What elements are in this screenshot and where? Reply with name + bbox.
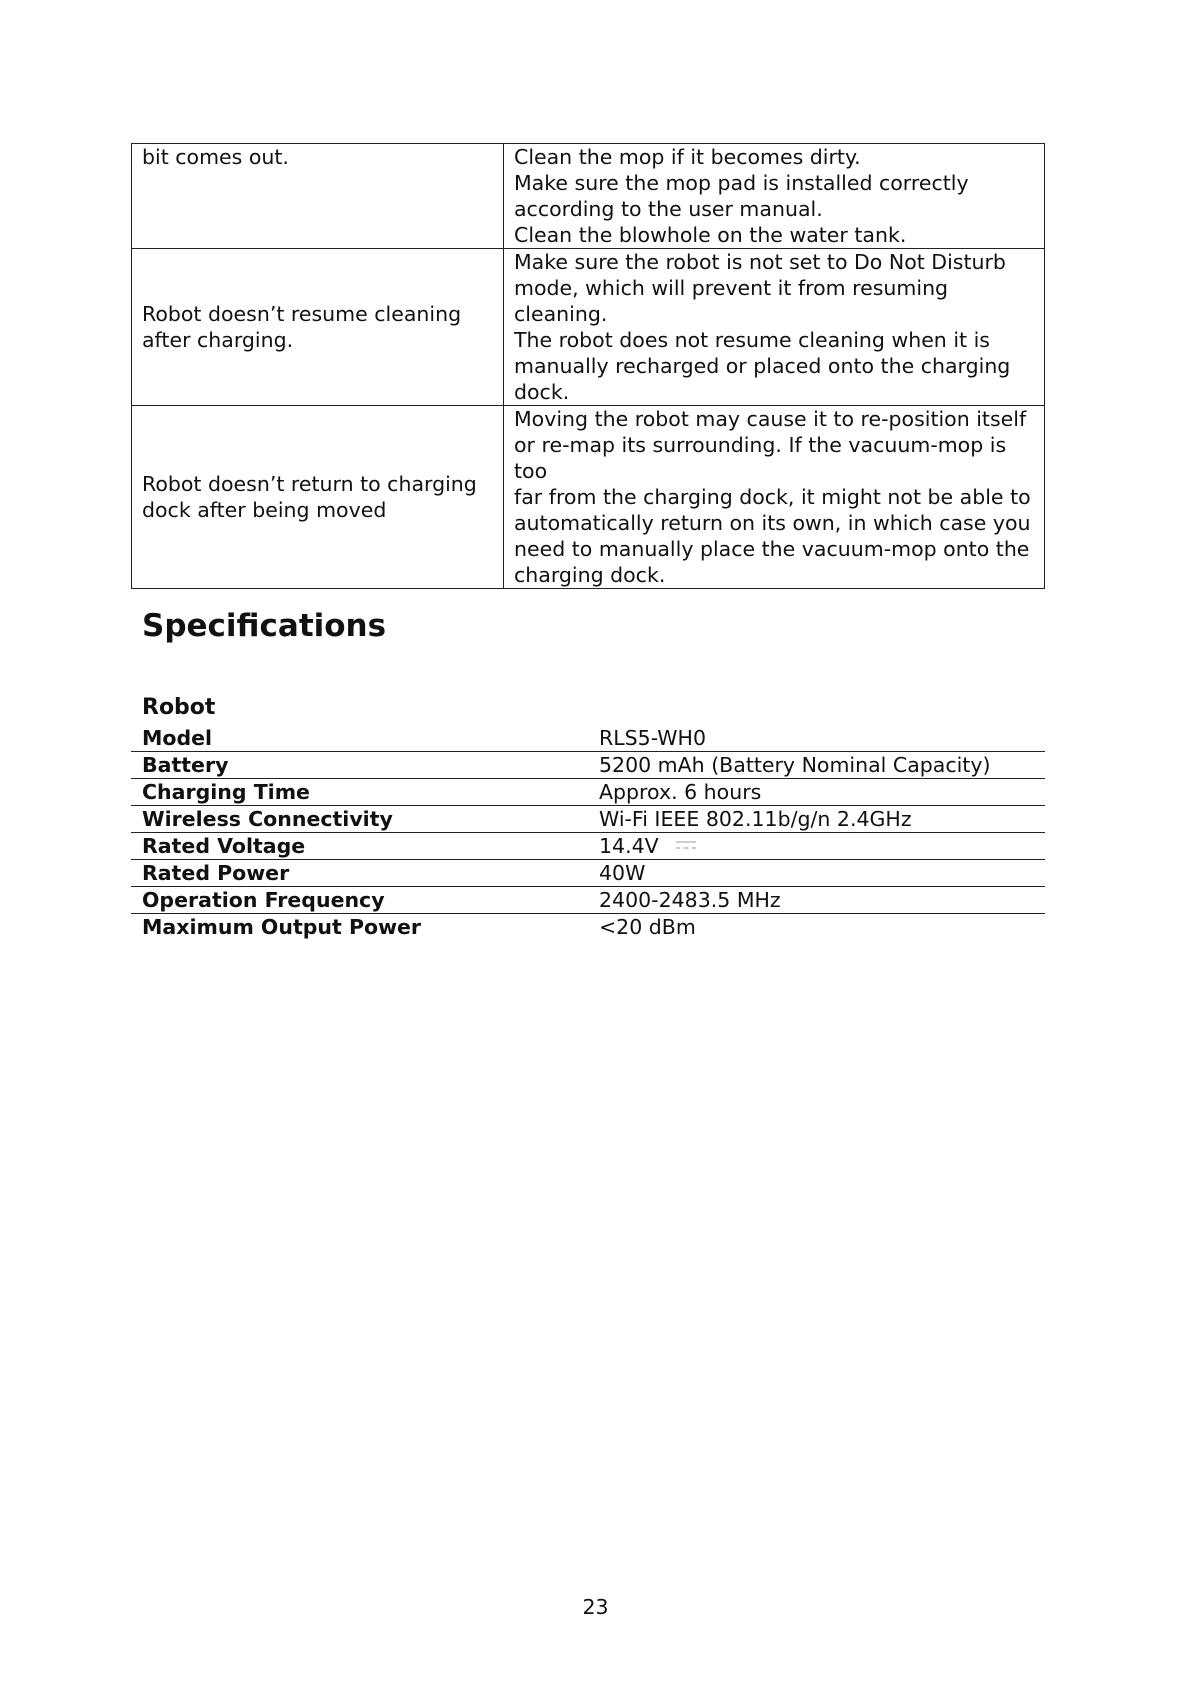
- spec-row-wireless: [131, 806, 1045, 833]
- solution-text: Moving the robot may cause it to re-position itself: [514, 407, 1027, 431]
- solution-text: need to manually place the vacuum-mop onto the: [514, 537, 1030, 561]
- spec-row-max-output-power: [131, 914, 1045, 941]
- spec-label: Battery: [142, 752, 229, 777]
- spec-value-cell: [588, 833, 1045, 860]
- solution-cell: [504, 249, 1045, 406]
- spec-value: 2400-2483.5 MHz: [599, 887, 781, 912]
- section-heading: Specifications: [142, 608, 387, 644]
- solution-text: dock.: [514, 380, 570, 404]
- spec-label: Rated Voltage: [142, 833, 306, 858]
- spec-value: <20 dBm: [599, 914, 696, 939]
- solution-text: or re-map its surrounding. If the vacuum-mop is too: [514, 433, 1007, 483]
- issue-cell: [132, 144, 504, 249]
- troubleshooting-row: [132, 144, 1045, 249]
- spec-value: 5200 mAh (Battery Nominal Capacity): [599, 752, 991, 777]
- spec-value: RLS5-WH0: [599, 725, 707, 750]
- solution-text: Make sure the robot is not set to Do Not Disturb: [514, 250, 1006, 274]
- solution-text: cleaning.: [514, 302, 608, 326]
- spec-value: 14.4V: [599, 833, 659, 858]
- solution-cell: [504, 406, 1045, 589]
- spec-label: Wireless Connectivity: [142, 806, 393, 831]
- subsection-heading: Robot: [142, 695, 216, 720]
- spec-row-charging-time: [131, 779, 1045, 806]
- spec-row-battery: [131, 752, 1045, 779]
- spec-label: Charging Time: [142, 779, 310, 804]
- troubleshooting-row: [132, 249, 1045, 406]
- troubleshooting-row: [132, 406, 1045, 589]
- spec-row-model: [131, 725, 1045, 752]
- issue-text: Robot doesn’t return to charging: [142, 472, 477, 496]
- spec-value: Wi-Fi IEEE 802.11b/g/n 2.4GHz: [599, 806, 912, 831]
- solution-text: Clean the blowhole on the water tank.: [514, 223, 907, 247]
- solution-text: manually recharged or placed onto the charging: [514, 354, 1011, 378]
- spec-value: Approx. 6 hours: [599, 779, 762, 804]
- solution-text: The robot does not resume cleaning when it is: [514, 328, 990, 352]
- solution-text: according to the user manual.: [514, 197, 823, 221]
- solution-text: far from the charging dock, it might not be able to: [514, 485, 1031, 509]
- spec-row-operation-frequency: [131, 887, 1045, 914]
- solution-text: Clean the mop if it becomes dirty.: [514, 145, 861, 169]
- page-number: 23: [582, 1595, 609, 1619]
- issue-cell: [132, 249, 504, 406]
- issue-text: after charging.: [142, 328, 294, 352]
- issue-text: dock after being moved: [142, 498, 387, 522]
- issue-text: Robot doesn’t resume cleaning: [142, 302, 462, 326]
- solution-text: mode, which will prevent it from resuming: [514, 276, 949, 300]
- spec-label: Rated Power: [142, 860, 290, 885]
- specifications-table: [131, 725, 1045, 940]
- solution-cell: [504, 144, 1045, 249]
- issue-text: bit comes out.: [142, 145, 289, 169]
- spec-label: Model: [142, 725, 213, 750]
- spec-row-rated-voltage: [131, 833, 1045, 860]
- issue-cell: [132, 406, 504, 589]
- spec-row-rated-power: [131, 860, 1045, 887]
- solution-text: Make sure the mop pad is installed correctly: [514, 171, 969, 195]
- solution-text: automatically return on its own, in which case you: [514, 511, 1031, 535]
- spec-value: 40W: [599, 860, 646, 885]
- troubleshooting-table: [131, 143, 1045, 589]
- solution-text: charging dock.: [514, 563, 666, 587]
- dc-current-symbol-icon: [675, 839, 697, 851]
- spec-label: Maximum Output Power: [142, 914, 422, 939]
- spec-label: Operation Frequency: [142, 887, 385, 912]
